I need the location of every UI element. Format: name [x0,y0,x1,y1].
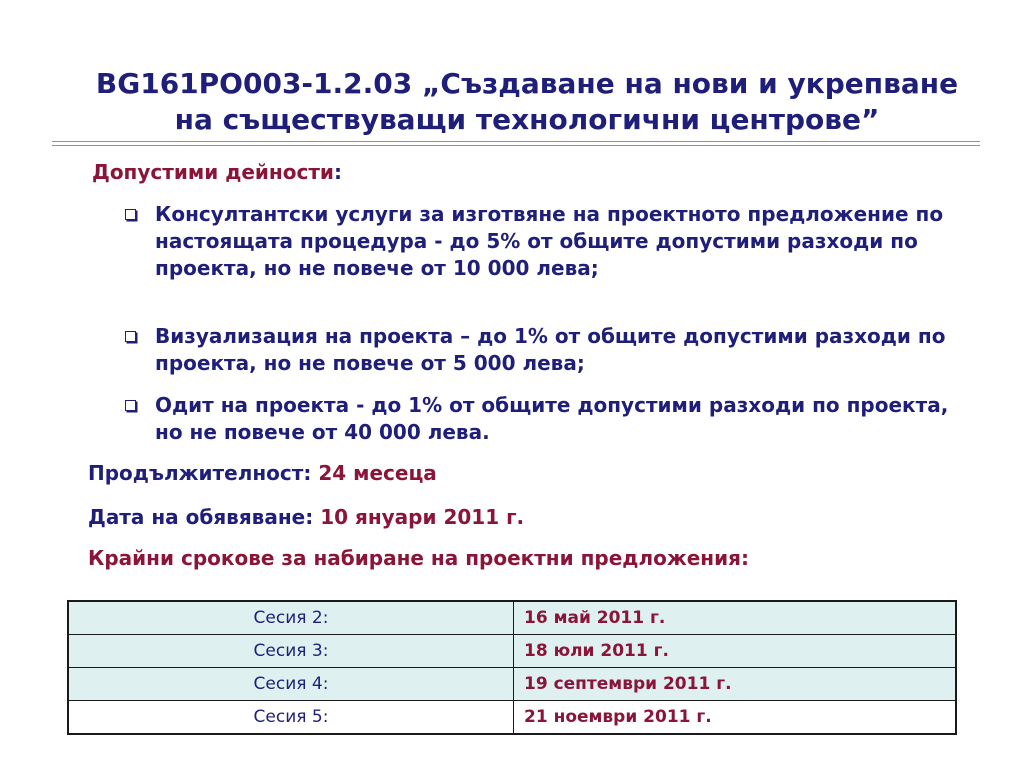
table-row [68,701,956,735]
announcement-value: 10 януари 2011 г. [320,505,525,529]
table-row [68,635,956,668]
square-bullet-icon [125,400,136,411]
activity-item-text: Консултантски услуги за изготвяне на проектното предложение по настоящата процедура - до 5% от общите допустими разходи по проекта, но не повече от 10 000 лева; [155,202,944,280]
table-row [68,601,956,635]
announcement-line [88,505,524,529]
announcement-label: Дата на обявяване: [88,505,314,529]
session-date: 21 ноември 2011 г. [514,701,957,735]
activity-item-text: Одит на проекта - до 1% от общите допустими разходи по проекта, но не повече от 40 000 лева. [155,393,949,444]
session-name: Сесия 2: [68,601,514,635]
slide-title [30,66,1024,138]
session-date: 19 септември 2011 г. [514,668,957,701]
square-bullet-icon [125,331,136,342]
activities-heading-colon: : [333,160,342,184]
activity-item-text: Визуализация на проекта – до 1% от общите допустими разходи по проекта, но не повече от 5 000 лева; [155,324,946,375]
sessions-table [67,600,957,735]
square-bullet-icon [125,209,136,220]
title-divider-bottom [52,145,980,146]
session-date: 18 юли 2011 г. [514,635,957,668]
session-date: 16 май 2011 г. [514,601,957,635]
duration-line [88,461,437,485]
session-name: Сесия 5: [68,701,514,735]
table-row [68,668,956,701]
slide-title-line-1: BG161PO003-1.2.03 „Създаване на нови и укрепване [95,67,959,100]
session-name: Сесия 3: [68,635,514,668]
deadlines-heading: Крайни срокове за набиране на проектни предложения: [88,546,749,570]
activities-heading [92,160,342,184]
duration-value: 24 месеца [318,461,437,485]
title-divider-top [52,141,980,142]
session-name: Сесия 4: [68,668,514,701]
activities-heading-text: Допустими дейности [92,160,334,184]
duration-label: Продължителност: [88,461,312,485]
slide-title-line-2: на съществуващи технологични центрове” [174,103,880,136]
